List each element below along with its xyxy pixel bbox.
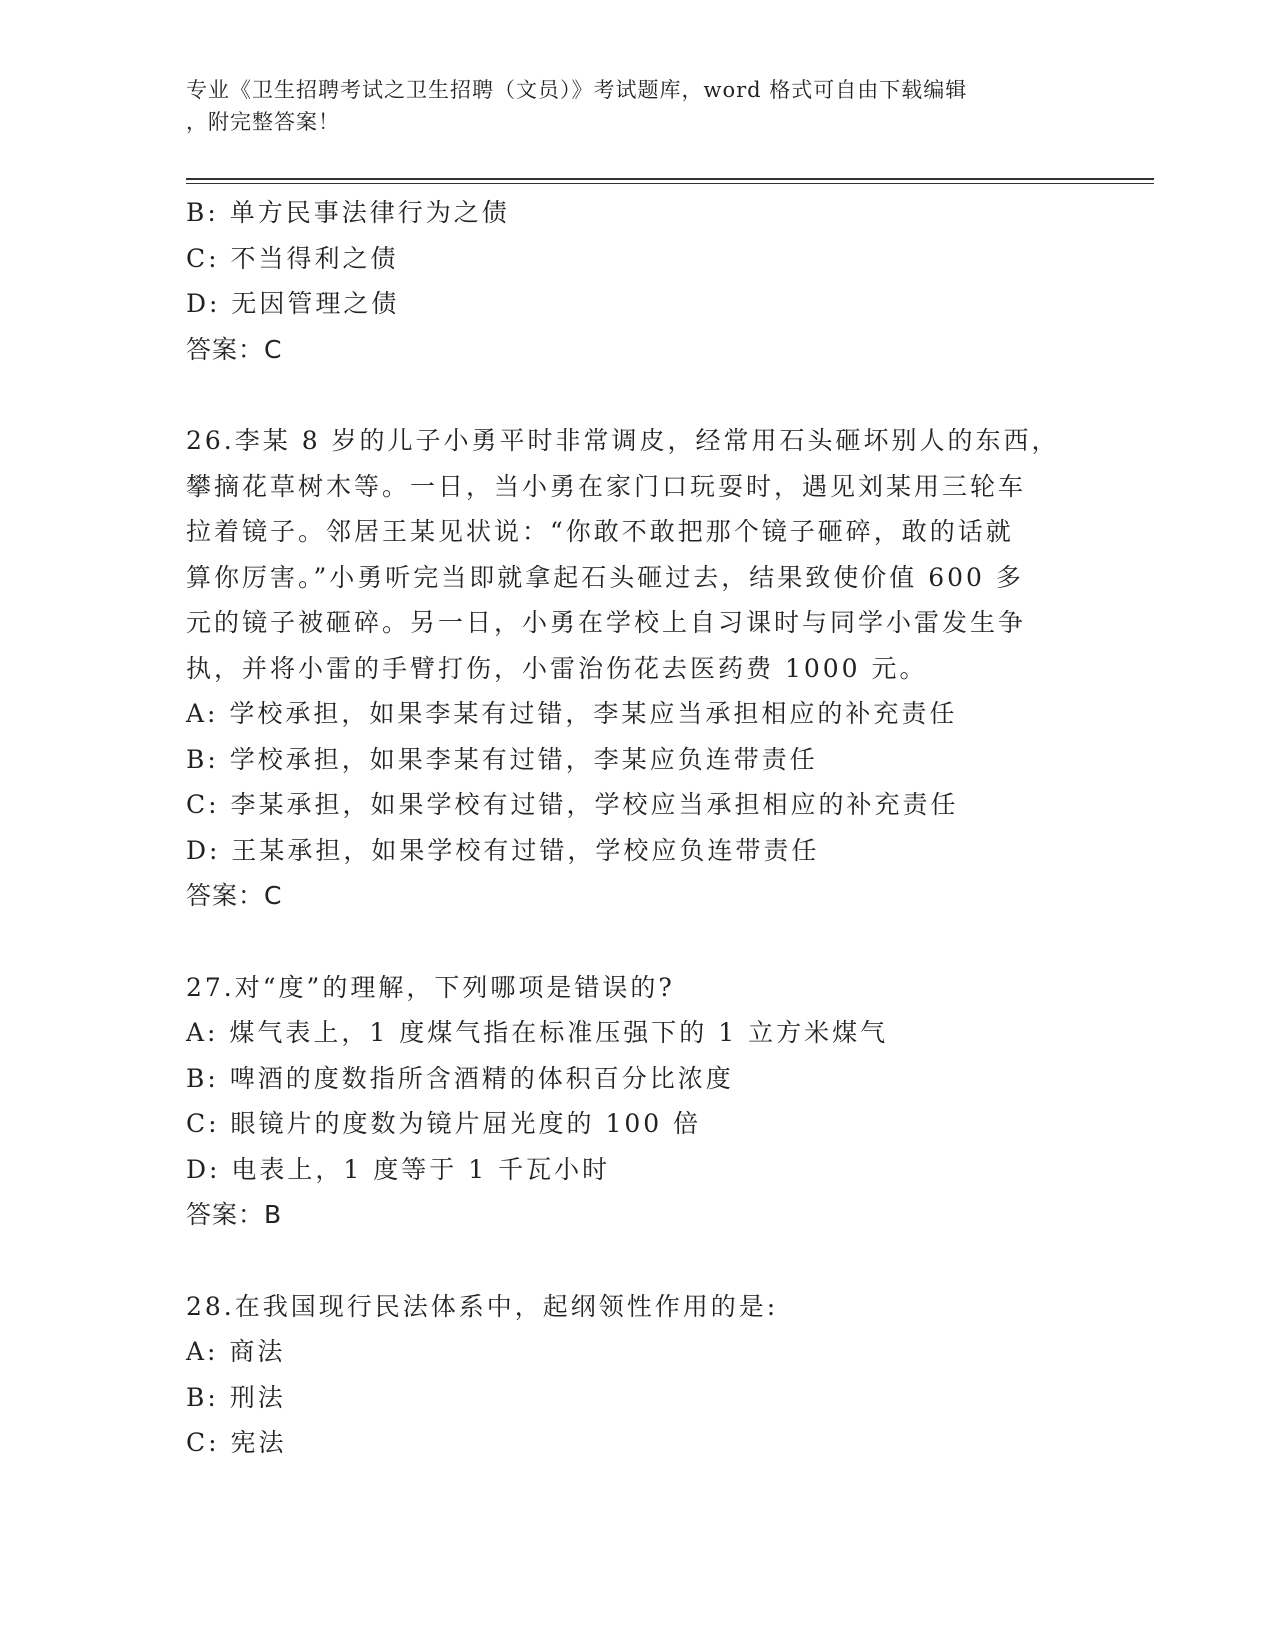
option-d: D: 王某承担，如果学校有过错，学校应负连带责任 bbox=[186, 835, 820, 865]
question-spacer bbox=[186, 1238, 1066, 1284]
question-25 bbox=[186, 190, 1066, 372]
question-stem-line: 算你厉害。”小勇听完当即就拿起石头砸过去，结果致使价值 600 多 bbox=[186, 562, 1024, 592]
option-b: B: 刑法 bbox=[186, 1382, 286, 1412]
question-stem-line: 元的镜子被砸碎。另一日，小勇在学校上自习课时与同学小雷发生争 bbox=[186, 608, 1027, 637]
question-stem-line: 攀摘花草树木等。一日，当小勇在家门口玩耍时，遇见刘某用三轮车 bbox=[186, 471, 1027, 501]
option-b: B: 单方民事法律行为之债 bbox=[186, 198, 510, 227]
answer-line: 答案：C bbox=[186, 881, 283, 910]
option-d: D: 无因管理之债 bbox=[186, 289, 400, 318]
question-stem: 28.在我国现行民法体系中，起纲领性作用的是: bbox=[186, 1291, 779, 1321]
question-stem-line: 拉着镜子。邻居王某见状说：“你敢不敢把那个镜子砸碎，敢的话就 bbox=[186, 517, 1014, 546]
option-c: C: 不当得利之债 bbox=[186, 243, 399, 273]
option-b: B: 啤酒的度数指所含酒精的体积百分比浓度 bbox=[186, 1063, 734, 1093]
option-d: D: 电表上，1 度等于 1 千瓦小时 bbox=[186, 1154, 611, 1184]
header-divider bbox=[186, 178, 1154, 184]
option-a: A: 商法 bbox=[186, 1337, 286, 1366]
question-27 bbox=[186, 965, 1066, 1238]
option-c: C: 眼镜片的度数为镜片屈光度的 100 倍 bbox=[186, 1109, 702, 1138]
question-spacer bbox=[186, 919, 1066, 965]
question-26 bbox=[186, 418, 1066, 919]
header-line-2: ，附完整答案！ bbox=[186, 110, 340, 134]
question-stem: 27.对“度”的理解，下列哪项是错误的? bbox=[186, 972, 675, 1002]
option-a: A: 学校承担，如果李某有过错，李某应当承担相应的补充责任 bbox=[186, 699, 958, 728]
page-header bbox=[186, 74, 1066, 138]
option-a: A: 煤气表上，1 度煤气指在标准压强下的 1 立方米煤气 bbox=[186, 1018, 889, 1047]
option-c: C: 李某承担，如果学校有过错，学校应当承担相应的补充责任 bbox=[186, 790, 959, 819]
option-c: C: 宪法 bbox=[186, 1428, 287, 1457]
answer-line: 答案：C bbox=[186, 334, 283, 364]
header-line-1: 专业《卫生招聘考试之卫生招聘（文员）》考试题库，word 格式可自由下载编辑 bbox=[186, 78, 968, 102]
answer-line: 答案：B bbox=[186, 1200, 283, 1229]
question-stem-line: 执，并将小雷的手臂打伤，小雷治伤花去医药费 1000 元。 bbox=[186, 653, 928, 683]
question-list bbox=[186, 190, 1066, 1466]
option-b: B: 学校承担，如果李某有过错，李某应负连带责任 bbox=[186, 744, 818, 774]
question-28 bbox=[186, 1284, 1066, 1466]
question-stem-line: 26.李某 8 岁的儿子小勇平时非常调皮，经常用石头砸坏别人的东西， bbox=[186, 426, 1060, 455]
question-spacer bbox=[186, 372, 1066, 418]
